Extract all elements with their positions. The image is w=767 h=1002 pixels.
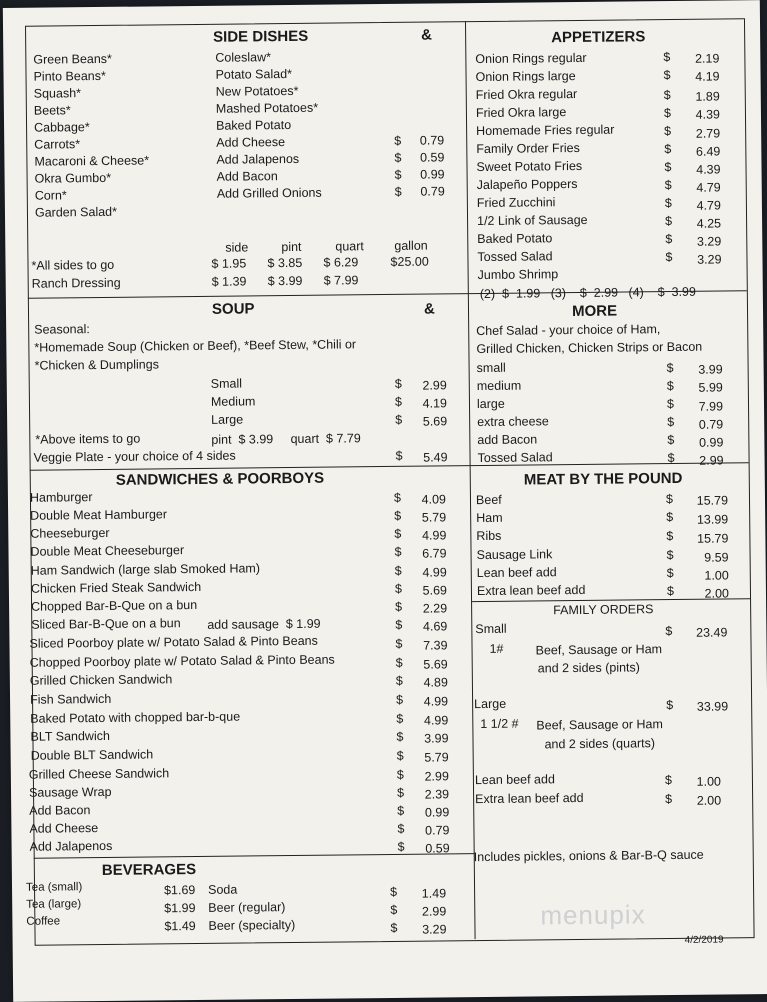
soup-price: 2.99	[422, 378, 447, 393]
family-lean-dollar: $	[664, 773, 672, 788]
veggie-plate-label: Veggie Plate - your choice of 4 sides	[33, 448, 236, 465]
appetizer-price: 2.79	[695, 126, 721, 141]
sandwich-dollar: $	[394, 581, 402, 596]
meat-name: Extra lean beef add	[476, 582, 586, 599]
appetizer-name: Homemade Fries regular	[476, 122, 615, 139]
ranch-price: $ 1.39	[211, 274, 247, 289]
side-col2-item: Add Grilled Onions	[216, 185, 322, 201]
family-large-desc1: Beef, Sausage or Ham	[536, 717, 663, 733]
side-col2-item: Add Cheese	[216, 135, 286, 150]
more-item-name: large	[476, 396, 505, 412]
appetizer-name: Tossed Salad	[477, 249, 553, 265]
beverage-price: $1.99	[164, 901, 196, 916]
family-extra-lean-price: 2.00	[696, 793, 722, 808]
addon-price: 0.79	[420, 184, 445, 199]
appetizer-dollar: $	[664, 141, 672, 157]
family-small-desc1: Beef, Sausage or Ham	[535, 642, 663, 658]
family-large-label: Large	[474, 696, 507, 712]
more-line1: Chef Salad - your choice of Ham,	[476, 322, 661, 339]
family-extra-lean-name: Extra lean beef add	[475, 790, 584, 807]
side-col1-item: Cabbage*	[33, 120, 90, 135]
meat-dollar: $	[666, 528, 674, 544]
ranch-price: $ 7.99	[323, 273, 359, 288]
soup-title: SOUP	[211, 300, 255, 318]
family-large-dollar: $	[666, 698, 674, 713]
appetizer-name: Onion Rings large	[475, 68, 576, 85]
soup-dollar: $	[395, 412, 403, 427]
family-large-price: 33.99	[696, 699, 729, 714]
sandwich-price: 0.59	[425, 841, 450, 856]
meat-price: 1.00	[704, 568, 729, 583]
meat-dollar: $	[666, 583, 674, 599]
appetizer-price: 4.19	[695, 69, 720, 84]
meat-price: 15.79	[696, 493, 729, 508]
size-header-side: side	[225, 240, 249, 255]
sandwich-dollar: $	[397, 839, 405, 854]
veggie-plate-price: 5.49	[423, 450, 448, 465]
sandwich-name: Sliced Poorboy plate w/ Potato Salad & Pinto Beans	[29, 633, 318, 651]
sandwich-name: Chicken Fried Steak Sandwich	[30, 579, 202, 596]
beverage-name: Tea (large)	[26, 898, 82, 911]
beverage-name: Beer (specialty)	[208, 917, 296, 933]
size-header-quart: quart	[335, 239, 364, 254]
side-col1-item: Okra Gumbo*	[34, 170, 112, 186]
more-item-name: small	[476, 360, 506, 376]
beverages-title: BEVERAGES	[101, 861, 197, 880]
more-price: 3.99	[698, 362, 723, 377]
more-line2: Grilled Chicken, Chicken Strips or Bacon	[476, 339, 703, 357]
meat-name: Beef	[475, 492, 502, 508]
sandwich-price: 4.89	[423, 675, 448, 690]
appetizer-name: Fried Okra large	[475, 105, 567, 121]
appetizers-title: APPETIZERS	[551, 28, 646, 47]
all-sides-label: *All sides to go	[31, 257, 115, 273]
sandwich-name: Chopped Bar-B-Que on a bun	[31, 597, 198, 614]
menu-page	[3, 0, 767, 1002]
sandwich-name: Grilled Cheese Sandwich	[28, 766, 170, 782]
sandwich-name: Baked Potato with chopped bar-b-que	[30, 709, 241, 726]
side-col1-item: Macaroni & Cheese*	[34, 153, 150, 169]
family-lean-price: 1.00	[696, 774, 722, 789]
sandwich-price: 2.39	[424, 787, 450, 802]
appetizer-name: Sweet Potato Fries	[476, 158, 583, 175]
all-sides-price: $ 6.29	[323, 255, 359, 270]
side-col1-item: Squash*	[33, 86, 82, 101]
soup-togo-label: *Above items to go	[35, 431, 141, 447]
sandwich-price: 5.79	[424, 750, 449, 765]
sandwich-price: 4.99	[423, 713, 449, 728]
more-dollar: $	[666, 396, 675, 412]
sandwich-dollar: $	[395, 599, 403, 614]
appetizer-dollar: $	[663, 106, 671, 121]
beverage-dollar: $	[390, 884, 398, 899]
sandwich-price: 5.79	[421, 510, 447, 525]
sandwich-price: 3.99	[424, 731, 449, 746]
sandwich-name: Sausage Wrap	[28, 784, 112, 800]
appetizer-dollar: $	[665, 249, 673, 265]
side-col1-item: Green Beans*	[33, 51, 112, 67]
appetizer-name: Jalapeño Poppers	[476, 176, 578, 193]
sandwich-price: 4.09	[421, 492, 447, 507]
family-small-desc2: and 2 sides (pints)	[537, 660, 640, 676]
sandwich-name: Sliced Bar-B-Que on a bun	[31, 616, 181, 632]
more-price: 5.99	[698, 380, 723, 395]
side-col2-item: New Potatoes*	[215, 83, 299, 99]
side-dishes-title: SIDE DISHES	[213, 27, 309, 46]
appetizer-name: Onion Rings regular	[475, 50, 587, 67]
sandwich-dollar: $	[395, 655, 403, 670]
beverage-name: Coffee	[26, 915, 61, 928]
sandwich-price: 7.39	[423, 638, 448, 653]
sandwich-dollar: $	[397, 803, 405, 818]
soup-line2: *Chicken & Dumplings	[34, 357, 159, 373]
includes-note: Includes pickles, onions & Bar-B-Q sauce	[473, 847, 704, 865]
appetizer-price: 6.49	[695, 144, 721, 159]
sandwich-dollar: $	[395, 617, 403, 632]
family-small-label: Small	[475, 621, 507, 637]
side-col2-item: Coleslaw*	[215, 50, 272, 65]
more-price: 2.99	[699, 453, 724, 468]
beverage-price: $1.69	[163, 883, 196, 898]
sandwich-dollar: $	[393, 490, 401, 505]
beverage-dollar: $	[390, 902, 398, 917]
sandwich-name: Fish Sandwich	[29, 691, 112, 707]
appetizer-price: 1.89	[695, 89, 720, 104]
sandwich-name: BLT Sandwich	[30, 728, 110, 744]
side-col2-item: Baked Potato	[215, 117, 292, 133]
appetizer-dollar: $	[664, 195, 672, 211]
sandwich-dollar: $	[396, 767, 404, 782]
more-item-name: add Bacon	[477, 432, 538, 448]
shrimp-label: Jumbo Shrimp	[477, 267, 559, 283]
sandwich-name: Add Bacon	[29, 803, 91, 818]
sandwich-name: Ham Sandwich (large slab Smoked Ham)	[30, 561, 261, 578]
sandwich-dollar: $	[396, 748, 404, 763]
menupix-watermark: menupix	[540, 899, 646, 931]
sandwich-price: 4.99	[422, 565, 447, 580]
sandwich-dollar: $	[395, 636, 403, 651]
side-col2-item: Add Jalapenos	[216, 151, 300, 167]
soup-size-name: Medium	[210, 394, 256, 409]
sandwich-name: Cheeseburger	[30, 525, 110, 541]
meat-name: Ribs	[476, 528, 502, 544]
sandwich-price: 4.99	[423, 694, 449, 709]
all-sides-price: $ 3.85	[267, 255, 303, 271]
addon-dollar: $	[394, 167, 402, 182]
more-title: MORE	[571, 302, 618, 321]
ranch-price: $ 3.99	[267, 273, 303, 289]
family-small-qty: 1#	[489, 641, 504, 656]
family-small-price: 23.49	[696, 625, 728, 640]
soup-dollar: $	[394, 376, 402, 391]
sandwich-name: Double Meat Hamburger	[30, 507, 168, 523]
appetizer-dollar: $	[664, 159, 672, 175]
appetizer-price: 4.79	[696, 198, 721, 213]
sandwiches-title: SANDWICHES & POORBOYS	[115, 469, 325, 489]
sandwich-dollar: $	[397, 821, 405, 836]
size-header-pint: pint	[281, 239, 302, 255]
sandwich-name: Grilled Chicken Sandwich	[29, 672, 173, 688]
sandwich-dollar: $	[395, 673, 403, 688]
appetizer-price: 4.39	[696, 162, 721, 177]
appetizer-dollar: $	[665, 231, 673, 247]
meat-price: 15.79	[697, 531, 729, 546]
appetizer-price: 4.79	[696, 180, 721, 195]
more-price: 0.99	[698, 435, 724, 450]
sandwich-price: 5.69	[423, 657, 448, 672]
sandwich-price: 2.29	[422, 601, 448, 616]
more-item-name: medium	[476, 378, 522, 394]
side-dishes-amp: &	[421, 26, 433, 44]
beverage-price: 2.99	[421, 904, 447, 919]
more-dollar: $	[666, 360, 674, 376]
sandwich-dollar: $	[396, 785, 405, 800]
appetizer-name: 1/2 Link of Sausage	[476, 212, 588, 229]
ranch-label: Ranch Dressing	[31, 275, 121, 291]
meat-dollar: $	[666, 547, 674, 563]
sandwich-name: Add Jalapenos	[29, 838, 113, 854]
side-col1-item: Carrots*	[34, 137, 81, 152]
appetizer-price: 3.29	[696, 234, 722, 249]
size-header-gallon: gallon	[394, 238, 428, 253]
family-orders-title: FAMILY ORDERS	[553, 602, 654, 618]
sandwich-dollar: $	[396, 729, 404, 744]
soup-price: 4.19	[422, 396, 448, 411]
sandwich-price: 0.79	[425, 823, 450, 838]
more-price: 0.79	[698, 417, 724, 432]
sandwich-price: 2.99	[424, 769, 449, 784]
all-sides-price: $ 1.95	[211, 256, 247, 271]
beverage-dollar: $	[390, 920, 398, 935]
addon-price: 0.79	[419, 133, 445, 148]
addon-dollar: $	[394, 184, 402, 199]
shrimp-prices: (2) $ 1.99 (3) $ 2.99 (4) $ 3.99	[479, 284, 696, 302]
side-col2-item: Add Bacon	[216, 169, 278, 184]
soup-price: 5.69	[422, 414, 448, 429]
more-dollar: $	[667, 432, 675, 448]
appetizer-dollar: $	[665, 213, 673, 229]
appetizer-dollar: $	[664, 177, 672, 193]
sandwich-name: Double BLT Sandwich	[30, 747, 154, 763]
more-price: 7.99	[698, 399, 724, 414]
family-large-desc2: and 2 sides (quarts)	[544, 736, 656, 752]
sandwich-name: Chopped Poorboy plate w/ Potato Salad & Pinto Beans	[29, 652, 335, 670]
more-dollar: $	[667, 414, 675, 430]
appetizer-dollar: $	[663, 68, 671, 83]
sandwich-name: Add Cheese	[29, 821, 99, 836]
soup-size-name: Small	[210, 376, 243, 391]
appetizer-dollar: $	[664, 123, 672, 139]
family-small-dollar: $	[665, 624, 673, 639]
veggie-plate-dollar: $	[395, 448, 403, 463]
add-sausage-note: add sausage $ 1.99	[207, 616, 321, 632]
family-extra-lean-dollar: $	[665, 792, 673, 807]
sandwich-dollar: $	[394, 526, 402, 541]
appetizer-dollar: $	[663, 50, 671, 65]
appetizer-name: Family Order Fries	[476, 140, 580, 157]
sandwich-price: 5.69	[422, 583, 448, 598]
beverage-name: Soda	[207, 882, 238, 897]
side-col1-item: Corn*	[34, 188, 67, 203]
soup-line1: *Homemade Soup (Chicken or Beef), *Beef Stew, *Chili or	[34, 337, 357, 355]
appetizer-dollar: $	[663, 88, 671, 103]
more-dollar: $	[667, 450, 675, 466]
sandwich-dollar: $	[394, 563, 402, 578]
family-lean-name: Lean beef add	[474, 772, 555, 788]
meat-name: Ham	[476, 510, 503, 526]
meat-dollar: $	[666, 565, 674, 581]
more-dollar: $	[666, 378, 674, 394]
appetizer-price: 4.25	[696, 216, 722, 231]
meat-dollar: $	[665, 492, 674, 507]
appetizer-price: 4.39	[695, 107, 721, 122]
beverage-name: Beer (regular)	[208, 900, 286, 915]
appetizer-name: Baked Potato	[477, 231, 553, 247]
sandwich-dollar: $	[394, 508, 402, 523]
appetizer-price: 3.29	[697, 252, 722, 267]
sandwich-price: 0.99	[424, 805, 450, 820]
side-col1-item: Beets*	[33, 103, 71, 118]
meat-title: MEAT BY THE POUND	[523, 469, 683, 489]
appetizer-price: 2.19	[694, 51, 720, 66]
more-item-name: extra cheese	[477, 414, 549, 430]
side-col2-item: Potato Salad*	[215, 66, 293, 82]
appetizer-name: Fried Okra regular	[475, 86, 578, 103]
sandwich-dollar: $	[396, 711, 404, 726]
appetizer-name: Fried Zucchini	[476, 195, 556, 211]
meat-dollar: $	[666, 509, 674, 525]
addon-dollar: $	[394, 133, 402, 148]
sandwich-name: Double Meat Cheeseburger	[30, 543, 185, 559]
sandwich-price: 4.69	[422, 619, 448, 634]
beverage-price: 3.29	[422, 922, 447, 937]
soup-togo-prices: pint $ 3.99 quart $ 7.79	[211, 431, 361, 447]
all-sides-price: $25.00	[390, 254, 429, 269]
beverage-price: $1.49	[164, 919, 196, 934]
meat-price: 13.99	[696, 512, 729, 527]
meat-price: 2.00	[704, 586, 730, 601]
beverage-name: Tea (small)	[25, 881, 83, 894]
addon-price: 0.59	[419, 150, 445, 165]
family-large-qty: 1 1/2 #	[480, 716, 519, 732]
meat-price: 9.59	[704, 550, 729, 565]
sandwich-dollar: $	[394, 544, 402, 559]
soup-size-name: Large	[211, 412, 244, 427]
beverage-price: 1.49	[421, 886, 447, 901]
soup-dollar: $	[394, 394, 402, 409]
more-item-name: Tossed Salad	[477, 450, 553, 466]
side-col1-item: Garden Salad*	[34, 204, 118, 220]
sandwich-price: 6.79	[422, 546, 447, 561]
soup-amp: &	[423, 300, 435, 318]
meat-name: Lean beef add	[476, 565, 557, 581]
soup-seasonal: Seasonal:	[34, 322, 90, 337]
addon-dollar: $	[394, 150, 402, 165]
sandwich-name: Hamburger	[29, 490, 93, 505]
side-col1-item: Pinto Beans*	[33, 68, 106, 84]
sandwich-price: 4.99	[421, 528, 447, 543]
meat-name: Sausage Link	[476, 547, 553, 563]
sandwich-dollar: $	[396, 692, 404, 707]
addon-price: 0.99	[420, 167, 445, 182]
side-col2-item: Mashed Potatoes*	[215, 100, 319, 116]
menu-date: 4/2/2019	[684, 934, 724, 946]
